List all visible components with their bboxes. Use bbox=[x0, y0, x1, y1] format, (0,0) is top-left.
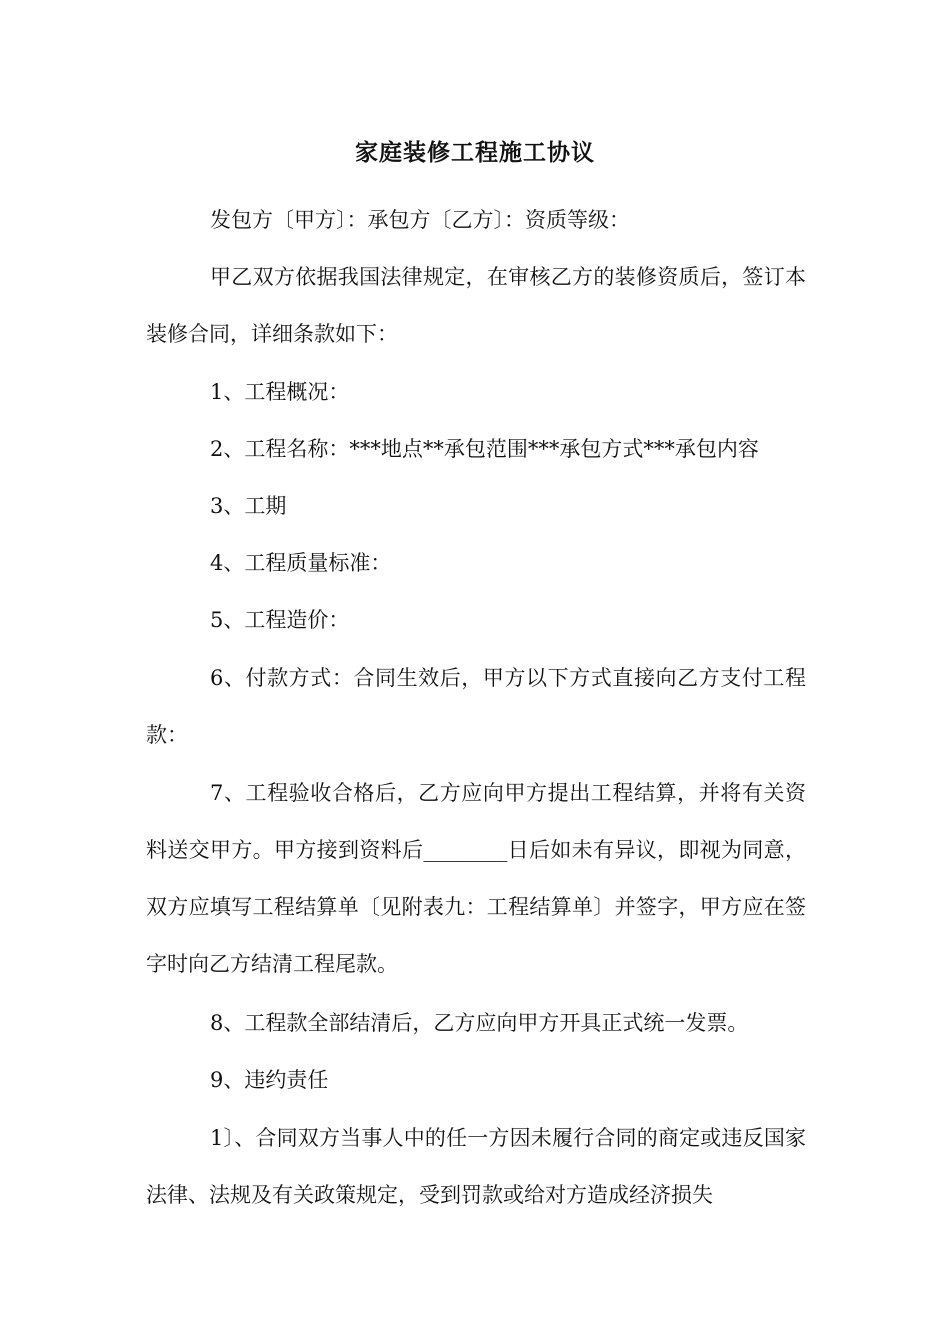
item-overview: 1、工程概况： bbox=[210, 380, 350, 404]
item-quality-standard: 4、工程质量标准： bbox=[210, 551, 392, 575]
item-duration: 3、工期 bbox=[210, 494, 287, 518]
intro-paragraph: 甲乙双方依据我国法律规定，在审核乙方的装修资质后，签订本装修合同，详细条款如下： bbox=[146, 265, 806, 346]
payment-paragraph: 6、付款方式：合同生效后，甲方以下方式直接向乙方支付工程款： bbox=[146, 666, 806, 747]
parties-line: 发包方〔甲方〕：承包方〔乙方〕：资质等级： bbox=[210, 208, 630, 232]
settlement-paragraph: 7、工程验收合格后，乙方应向甲方提出工程结算，并将有关资料送交甲方。甲方接到资料后________日后如未有异议，即视为同意，双方应填写工程结算单〔见附表九：工程结算单〕并签字，甲方应在签字时向乙方结清工程尾款。 bbox=[146, 781, 806, 976]
item-cost: 5、工程造价： bbox=[210, 608, 350, 632]
liability-heading: 9、违约责任 bbox=[210, 1068, 329, 1092]
invoice-paragraph: 8、工程款全部结清后，乙方应向甲方开具正式统一发票。 bbox=[210, 1011, 749, 1035]
liability-clause-1: 1〕、合同双方当事人中的任一方因未履行合同的商定或违反国家法律、法规及有关政策规定，受到罚款或给对方造成经济损失 bbox=[146, 1126, 806, 1207]
document-title: 家庭装修工程施工协议 bbox=[355, 139, 595, 166]
item-project-name: 2、工程名称：***地点**承包范围***承包方式***承包内容 bbox=[210, 437, 759, 461]
